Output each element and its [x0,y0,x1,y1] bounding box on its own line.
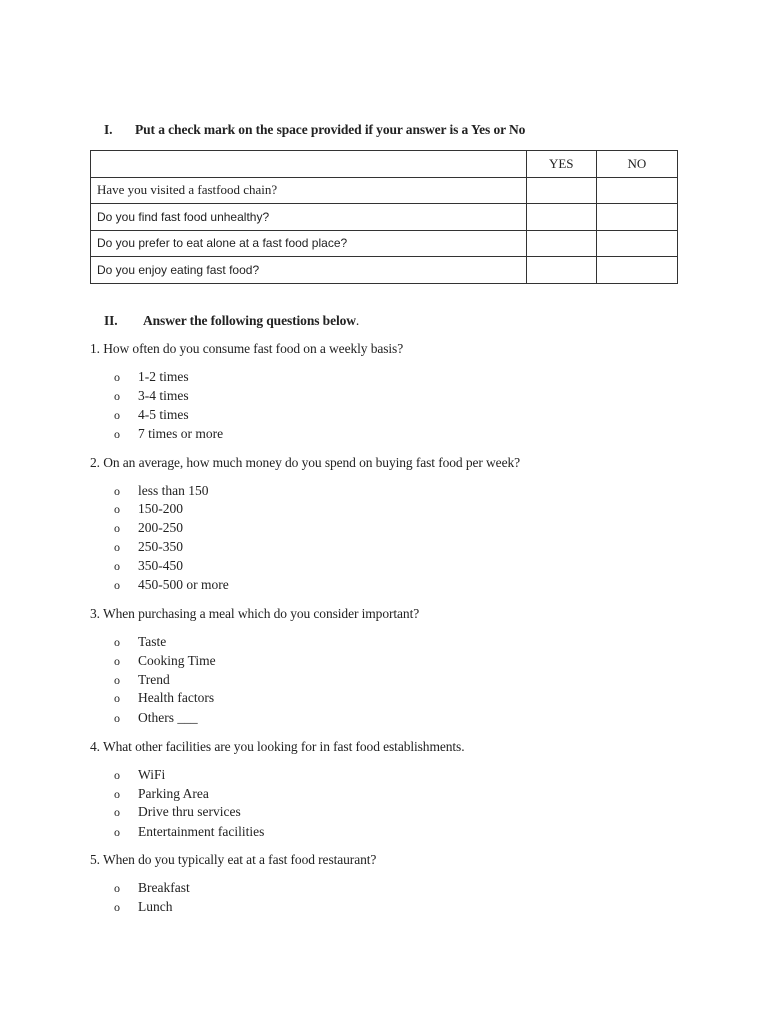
header-no: NO [596,151,677,178]
bullet-icon: o [114,653,120,668]
option-label: 3-4 times [138,388,189,403]
section-2-heading-text: Answer the following questions below [143,313,356,328]
bullet-icon: o [114,539,120,554]
option-label: 150-200 [138,501,183,516]
option-label: 1-2 times [138,369,189,384]
option-label: 4-5 times [138,407,189,422]
question-3: 3. When purchasing a meal which do you consider important? [90,606,420,621]
option-item[interactable] [114,482,209,500]
option-item[interactable] [114,538,183,556]
yes-check-cell[interactable] [526,177,596,204]
table-row [91,230,678,257]
bullet-icon: o [114,501,120,516]
header-question-cell [91,151,527,178]
bullet-icon: o [114,786,120,801]
yes-check-cell[interactable] [526,204,596,231]
option-label: Others ___ [138,710,198,725]
bullet-icon: o [114,634,120,649]
option-label: Cooking Time [138,653,216,668]
bullet-icon: o [114,369,120,384]
bullet-icon: o [114,880,120,895]
section-2-numeral: II. [104,313,118,328]
bullet-icon: o [114,690,120,705]
bullet-icon: o [114,710,120,725]
option-item[interactable] [114,823,264,841]
table-header-row [91,151,678,178]
option-label: Breakfast [138,880,190,895]
option-label: 350-450 [138,558,183,573]
bullet-icon: o [114,824,120,839]
option-item[interactable] [114,368,189,386]
option-label: 200-250 [138,520,183,535]
option-label: Taste [138,634,167,649]
bullet-icon: o [114,767,120,782]
option-label: Health factors [138,690,215,705]
bullet-icon: o [114,483,120,498]
option-item[interactable] [114,689,214,707]
section-2-heading [104,313,359,329]
option-label: 7 times or more [138,426,224,441]
question-5: 5. When do you typically eat at a fast food restaurant? [90,852,377,867]
option-item[interactable] [114,519,183,537]
option-item[interactable] [114,898,173,916]
option-label: 450-500 or more [138,577,229,592]
no-check-cell[interactable] [596,230,677,257]
section-1-heading [104,122,525,138]
table-row [91,204,678,231]
no-check-cell[interactable] [596,177,677,204]
option-label: Entertainment facilities [138,824,265,839]
bullet-icon: o [114,672,120,687]
bullet-icon: o [114,407,120,422]
no-check-cell[interactable] [596,204,677,231]
option-item[interactable] [114,576,229,594]
option-label: less than 150 [138,483,209,498]
table-row [91,177,678,204]
option-item[interactable] [114,652,216,670]
option-item[interactable] [114,500,183,518]
question-4: 4. What other facilities are you looking for in fast food establishments. [90,739,465,754]
option-item[interactable] [114,406,189,424]
option-item[interactable] [114,766,165,784]
question-cell: Have you visited a fastfood chain? [91,177,527,204]
bullet-icon: o [114,804,120,819]
option-item[interactable] [114,879,190,897]
header-yes: YES [526,151,596,178]
option-item[interactable] [114,633,166,651]
yes-check-cell[interactable] [526,230,596,257]
option-label: Parking Area [138,786,209,801]
option-item[interactable] [114,387,189,405]
option-item[interactable] [114,557,183,575]
option-item[interactable] [114,709,198,727]
option-label: Lunch [138,899,173,914]
option-label: WiFi [138,767,166,782]
bullet-icon: o [114,577,120,592]
yes-no-table [90,150,678,284]
bullet-icon: o [114,388,120,403]
option-item[interactable] [114,425,223,443]
option-label: Drive thru services [138,804,241,819]
question-cell: Do you enjoy eating fast food? [91,257,527,284]
option-item[interactable] [114,671,170,689]
option-label: 250-350 [138,539,183,554]
question-cell: Do you prefer to eat alone at a fast food place? [91,230,527,257]
bullet-icon: o [114,426,120,441]
question-2: 2. On an average, how much money do you spend on buying fast food per week? [90,455,521,470]
table-row [91,257,678,284]
bullet-icon: o [114,520,120,535]
section-2-heading-punct: . [355,313,360,328]
bullet-icon: o [114,558,120,573]
bullet-icon: o [114,899,120,914]
no-check-cell[interactable] [596,257,677,284]
option-label: Trend [138,672,170,687]
section-1-numeral: I. [104,122,113,137]
option-item[interactable] [114,803,241,821]
option-item[interactable] [114,785,209,803]
yes-check-cell[interactable] [526,257,596,284]
question-1: 1. How often do you consume fast food on a weekly basis? [90,341,404,356]
section-1-heading-text: Put a check mark on the space provided if your answer is a Yes or No [135,122,526,137]
question-cell: Do you find fast food unhealthy? [91,204,527,231]
